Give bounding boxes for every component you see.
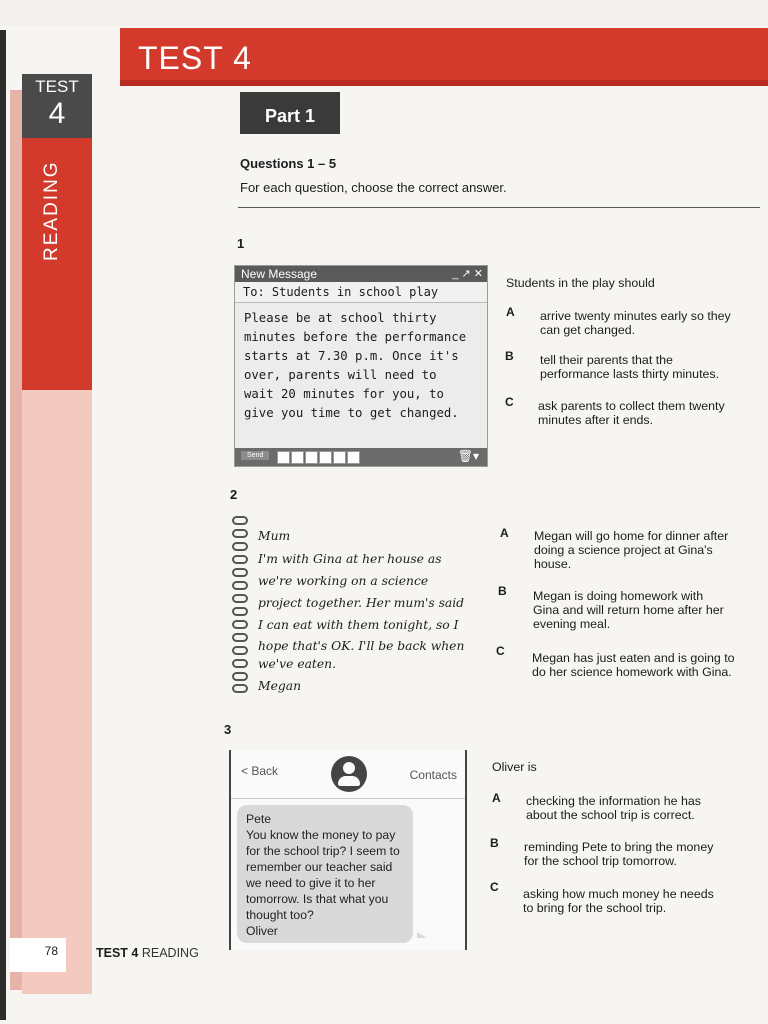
option-line: about the school trip is correct. — [526, 808, 695, 822]
page-top-margin — [0, 0, 768, 26]
email-body-line: minutes before the performance — [244, 330, 467, 344]
send-button: Send — [241, 451, 269, 460]
email-window-titlebar — [235, 266, 487, 282]
option-text — [538, 399, 725, 427]
question-3-number: 3 — [224, 722, 232, 737]
note-line: hope that's OK. I'll be back when — [258, 639, 465, 653]
option-line: tell their parents that the — [540, 353, 673, 367]
questions-heading: Questions 1 – 5 — [240, 156, 337, 171]
email-toolbar — [235, 448, 487, 466]
message-bubble — [237, 805, 413, 943]
option-letter: B — [490, 836, 499, 850]
option-line: ask parents to collect them twenty — [538, 399, 725, 413]
message-line: You know the money to pay — [246, 828, 396, 842]
avatar-icon — [331, 756, 367, 792]
message-line: Pete — [246, 812, 272, 826]
format-icon — [291, 451, 304, 464]
option-line: doing a science project at Gina's — [534, 543, 713, 557]
option-letter: C — [505, 395, 514, 409]
phone-divider — [231, 798, 465, 799]
spiral-binding-icon — [230, 514, 252, 694]
note-line: we're working on a science — [258, 574, 429, 588]
question-1-number: 1 — [237, 236, 245, 251]
option-line: minutes after it ends. — [538, 413, 654, 427]
email-body-line: over, parents will need to — [244, 368, 437, 382]
option-text — [540, 353, 719, 381]
side-tab-edge — [10, 90, 22, 990]
format-icon — [319, 451, 332, 464]
email-body-line: give you time to get changed. — [244, 406, 459, 420]
note-line: I can eat with them tonight, so I — [258, 618, 459, 632]
footer-test: TEST 4 — [96, 946, 139, 960]
note-line: Mum — [258, 529, 291, 543]
message-line: tomorrow. Is that what you — [246, 892, 389, 906]
option-letter: B — [498, 584, 507, 598]
option-line: to bring for the school trip. — [523, 901, 667, 915]
format-icon — [347, 451, 360, 464]
email-body-line: Please be at school thirty — [244, 311, 437, 325]
option-letter: C — [490, 880, 499, 894]
part-label: Part 1 — [240, 92, 340, 134]
header-bar-shade — [120, 80, 768, 86]
option-letter: A — [506, 305, 515, 319]
question-3-lead: Oliver is — [492, 760, 537, 774]
message-line: for the school trip? I seem to — [246, 844, 400, 858]
bubble-tail — [417, 932, 427, 938]
email-body-line: wait 20 minutes for you, to — [244, 387, 444, 401]
format-icon — [333, 451, 346, 464]
option-letter: A — [500, 526, 509, 540]
message-line: Oliver — [246, 924, 278, 938]
option-letter: B — [505, 349, 514, 363]
option-text — [532, 651, 735, 679]
phone-screen — [229, 750, 467, 950]
option-text — [533, 589, 724, 631]
questions-instruction: For each question, choose the correct answer. — [240, 180, 507, 195]
divider — [238, 207, 760, 208]
option-line: Megan will go home for dinner after — [534, 529, 729, 543]
side-tab-test-number: 4 — [48, 97, 66, 130]
email-body-line: starts at 7.30 p.m. Once it's — [244, 349, 459, 363]
option-letter: C — [496, 644, 505, 658]
trash-icon: 🗑▾ — [457, 449, 479, 463]
option-line: asking how much money he needs — [523, 887, 714, 901]
option-text — [523, 887, 714, 915]
option-line: Gina and will return home after her — [533, 603, 724, 617]
option-line: can get changed. — [540, 323, 636, 337]
note-line: I'm with Gina at her house as — [258, 552, 442, 566]
note-line: project together. Her mum's said — [258, 596, 465, 610]
window-controls-icon: _ ↗ ✕ — [452, 268, 483, 280]
message-line: remember our teacher said — [246, 860, 393, 874]
note-line: we've eaten. — [258, 657, 336, 671]
footer-label — [96, 946, 199, 960]
option-line: Megan has just eaten and is going to — [532, 651, 735, 665]
option-line: Megan is doing homework with — [533, 589, 704, 603]
note-line: Megan — [258, 679, 301, 693]
option-text — [526, 794, 701, 822]
email-window-title: New Message — [241, 267, 318, 281]
option-line: arrive twenty minutes early so they — [540, 309, 731, 323]
option-line: for the school trip tomorrow. — [524, 854, 677, 868]
format-icon — [305, 451, 318, 464]
option-text — [540, 309, 731, 337]
back-button: < Back — [241, 764, 279, 778]
option-line: do her science homework with Gina. — [532, 665, 732, 679]
email-body — [235, 303, 487, 423]
book-binding — [0, 30, 6, 1020]
email-window — [234, 265, 488, 467]
message-line: we need to give it to her — [246, 876, 376, 890]
option-text — [534, 529, 728, 571]
question-2-number: 2 — [230, 487, 238, 502]
side-tab-test-label: TEST — [35, 77, 79, 96]
message-line: thought too? — [246, 908, 314, 922]
contacts-button: Contacts — [409, 768, 457, 782]
option-line: reminding Pete to bring the money — [524, 840, 714, 854]
option-line: checking the information he has — [526, 794, 701, 808]
format-icon — [277, 451, 290, 464]
option-text — [524, 840, 713, 868]
option-letter: A — [492, 791, 501, 805]
page-title: TEST 4 — [138, 40, 252, 76]
footer-section: READING — [141, 946, 199, 960]
option-line: house. — [534, 557, 572, 571]
page-number: 78 — [44, 944, 58, 958]
email-recipient: To: Students in school play — [235, 282, 487, 303]
question-1-lead: Students in the play should — [506, 276, 655, 290]
option-line: evening meal. — [533, 617, 611, 631]
option-line: performance lasts thirty minutes. — [540, 367, 720, 381]
